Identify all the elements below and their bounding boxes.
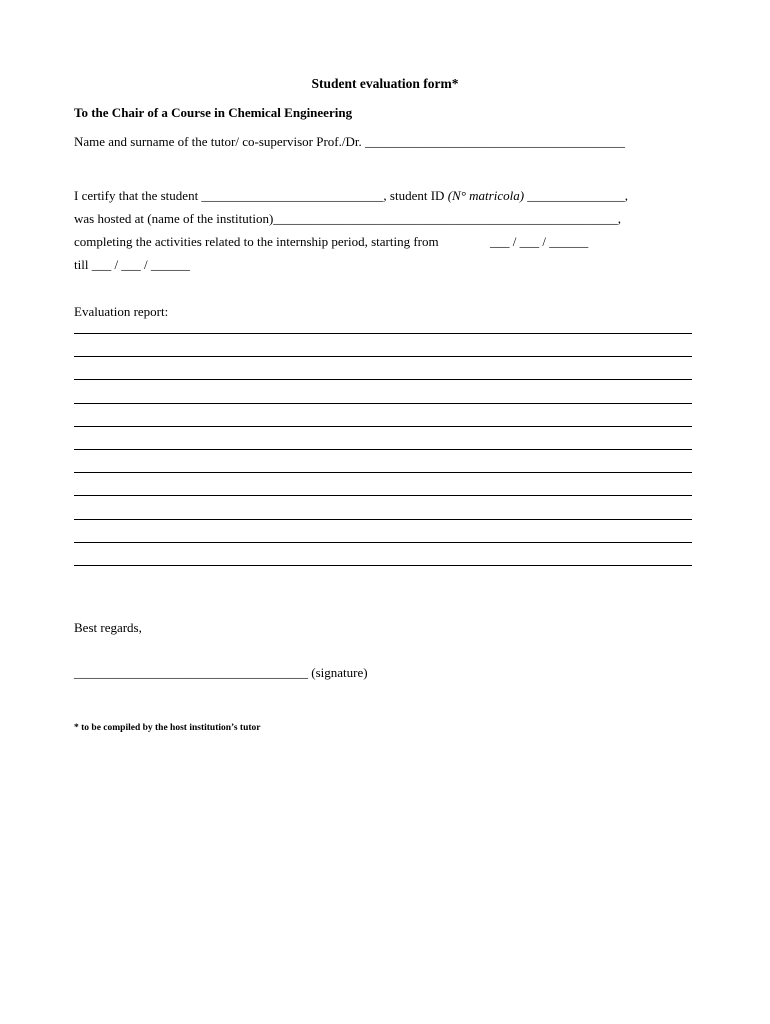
signature-blank: ____________________________________	[74, 665, 308, 680]
evaluation-line	[74, 565, 692, 566]
tutor-name-line: Name and surname of the tutor/ co-supervisor Prof./Dr. ________________________________________	[74, 134, 625, 149]
footnote: * to be compiled by the host institution’s tutor	[74, 723, 261, 733]
evaluation-line	[74, 495, 692, 496]
form-title: Student evaluation form*	[311, 76, 459, 91]
start-date-blank: ___ / ___ / ______	[490, 234, 589, 249]
evaluation-line	[74, 542, 692, 543]
evaluation-line	[74, 356, 692, 357]
addressee-heading: To the Chair of a Course in Chemical Engineering	[74, 105, 353, 120]
hosted-institution-line: was hosted at (name of the institution)_____________________________________________________,	[74, 211, 622, 226]
evaluation-line	[74, 519, 692, 520]
evaluation-line	[74, 472, 692, 473]
internship-period-text: completing the activities related to the internship period, starting from	[74, 234, 439, 249]
signature-label: (signature)	[311, 665, 368, 680]
matricola-label: (N° matricola)	[447, 188, 525, 203]
evaluation-line	[74, 426, 692, 427]
certify-line	[74, 188, 628, 204]
evaluation-line	[74, 403, 692, 404]
evaluation-line	[74, 333, 692, 334]
evaluation-report-label: Evaluation report:	[74, 304, 169, 319]
evaluation-line	[74, 449, 692, 450]
certify-text: I certify that the student ____________________________, student ID	[74, 188, 448, 203]
end-date-line: till ___ / ___ / ______	[74, 257, 190, 272]
closing-text: Best regards,	[74, 620, 142, 635]
signature-line	[74, 665, 368, 681]
student-id-blank: _______________,	[524, 188, 629, 203]
evaluation-line	[74, 379, 692, 380]
